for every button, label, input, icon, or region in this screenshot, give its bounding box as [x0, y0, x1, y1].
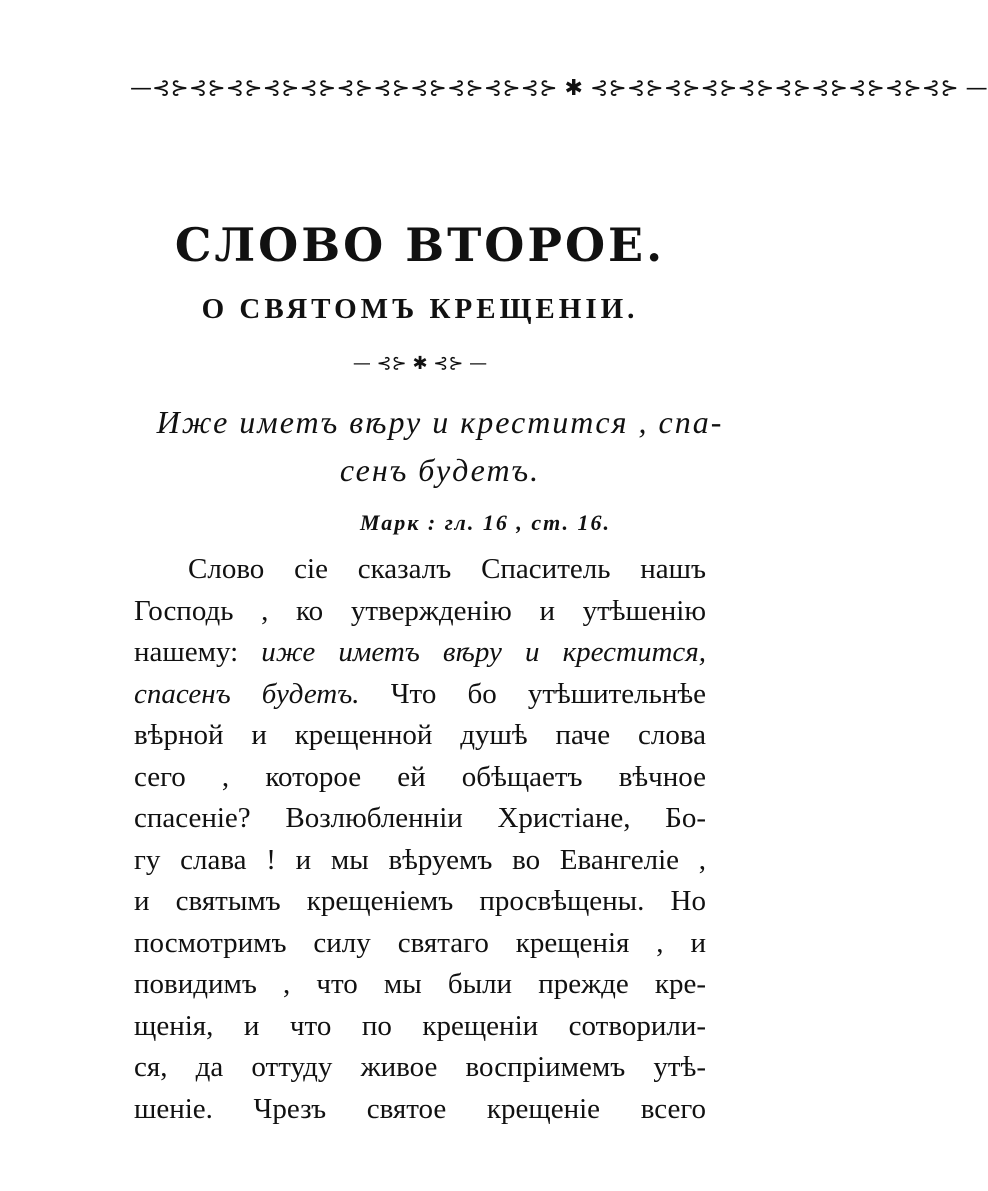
top-ornament-rule: —⊰⊱⊰⊱⊰⊱⊰⊱⊰⊱⊰⊱⊰⊱⊰⊱⊰⊱⊰⊱⊰⊱ ✱ ⊰⊱⊰⊱⊰⊱⊰⊱⊰⊱⊰⊱⊰⊱⊰⊱⊰⊱⊰⊱ — — [130, 76, 988, 101]
body-line — [134, 591, 706, 633]
body-line — [134, 757, 706, 799]
chapter-title: СЛОВО ВТОРОЕ. — [174, 218, 666, 272]
body-line-text: щенія, и что по крещеніи сотворили- — [134, 1009, 706, 1042]
epigraph-line-2: сенъ будетъ. — [339, 452, 541, 488]
body-line-text: Что бо утѣшительнѣе — [359, 677, 707, 710]
small-ornament-rule: — ⊰⊱ ✱ ⊰⊱ — — [352, 353, 488, 374]
body-line — [134, 881, 706, 923]
body-line-italic: иже иметъ вѣру и крестится, — [261, 636, 707, 668]
body-line — [134, 964, 706, 1006]
scripture-reference: Марк : гл. 16 , ст. 16. — [360, 510, 611, 535]
body-line-text: сего , которое ей обѣщаетъ вѣчное — [134, 760, 706, 793]
body-line-italic: спасенъ будетъ. — [134, 677, 360, 710]
body-line-text: ся, да оттуду живое воспріимемъ утѣ- — [134, 1051, 706, 1083]
body-line-text: нашему: — [134, 636, 262, 668]
body-line — [134, 715, 706, 757]
body-line-text: гу слава ! и мы вѣруемъ во Евангеліе , — [134, 843, 706, 876]
body-line — [134, 632, 706, 674]
body-line — [134, 1006, 706, 1048]
body-line-text: вѣрной и крещенной душѣ паче слова — [134, 719, 706, 751]
body-line-text: шеніе. Чрезъ святое крещеніе всего — [134, 1092, 706, 1125]
epigraph-line-1: Иже иметъ вѣру и крестится , спа- — [156, 404, 724, 440]
body-line-text: Господь , ко утвержденію и утѣшенію — [134, 594, 706, 627]
body-line — [134, 1089, 706, 1131]
body-line — [134, 798, 706, 840]
body-line-text: спасеніе? Возлюбленнiи Христiане, Бо- — [134, 802, 706, 834]
body-text — [134, 549, 706, 1130]
chapter-subtitle: О СВЯТОМЪ КРЕЩЕНІИ. — [201, 293, 639, 325]
body-line-text: Слово сіе сказалъ Спаситель нашъ — [188, 553, 706, 585]
body-line-text: посмотримъ силу святаго крещенія , и — [134, 926, 706, 959]
body-line-text: повидимъ , что мы были прежде кре- — [134, 968, 706, 1000]
body-line — [134, 549, 706, 591]
body-line — [134, 1047, 706, 1089]
body-line — [134, 840, 706, 882]
body-line-text: и святымъ крещеніемъ просвѣщены. Но — [134, 885, 706, 917]
body-line — [134, 674, 706, 716]
body-line — [134, 923, 706, 965]
